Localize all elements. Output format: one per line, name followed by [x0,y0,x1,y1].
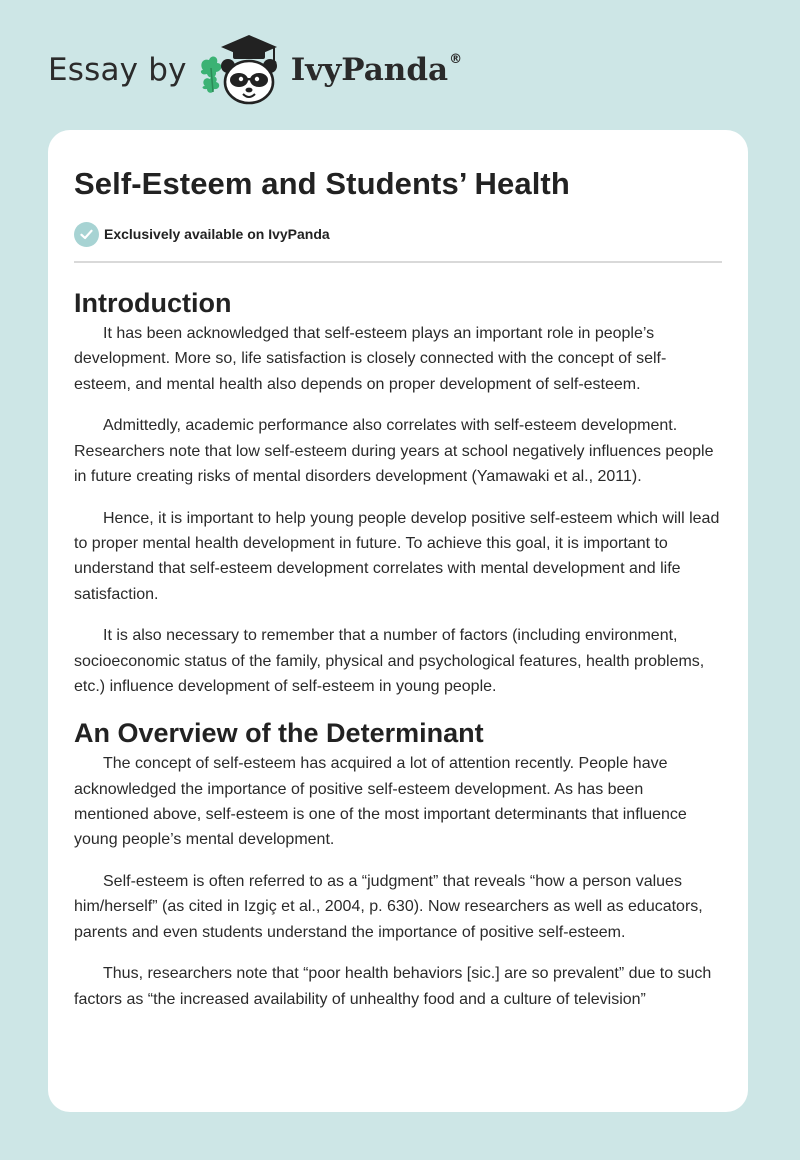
paragraph: Self-esteem is often referred to as a “judgment” that reveals “how a person values him/herself” (as cited in Izgiç et al., 2004, p. 630). Now researchers as well as educators, parents and even students understand the importance of positive self-esteem. [74,873,703,941]
panda-logo-icon [197,30,289,110]
divider [74,261,722,263]
brand-prefix: Essay by [48,52,187,88]
check-icon [74,222,99,247]
paragraph: The concept of self-esteem has acquired a lot of attention recently. People have acknowledged the importance of positive self-esteem development. As has been mentioned above, self-esteem is one of the most important determinants that influence young people’s mental development. [74,755,687,849]
brand-name: IvyPanda® [290,51,463,88]
paragraph: It is also necessary to remember that a number of factors (including environment, socioeconomic status of the family, physical and psychological features, health problems, etc.) influence development of self-esteem in young people. [74,627,705,696]
paragraph: It has been acknowledged that self-esteem plays an important role in people’s development. More so, life satisfaction is closely connected with the concept of self-esteem, and mental health also depends on proper development of self-esteem. [74,325,667,393]
paragraph: Thus, researchers note that “poor health behaviors [sic.] are so prevalent” due to such factors as “the increased availability of unhealthy food and a culture of television” [74,965,712,1008]
site-header[interactable] [48,30,462,110]
section-heading-introduction: Introduction [74,288,232,318]
paragraph: Hence, it is important to help young people develop positive self-esteem which will lead to proper mental health development in future. To achieve this goal, it is important to understand that self-esteem development correlates with mental development and life satisfaction. [74,509,720,603]
exclusive-badge [74,221,722,247]
paragraph: Admittedly, academic performance also correlates with self-esteem development. Researchers note that low self-esteem during years at school negatively influences people in future creating risks of mental disorders development (Yamawaki et al., 2011). [74,417,714,485]
section-heading-overview: An Overview of the Determinant [74,718,484,749]
essay-card [48,130,748,1112]
page-title: Self-Esteem and Students’ Health [74,166,570,201]
registered-mark: ® [449,51,463,67]
exclusive-label: Exclusively available on IvyPanda [104,226,330,242]
